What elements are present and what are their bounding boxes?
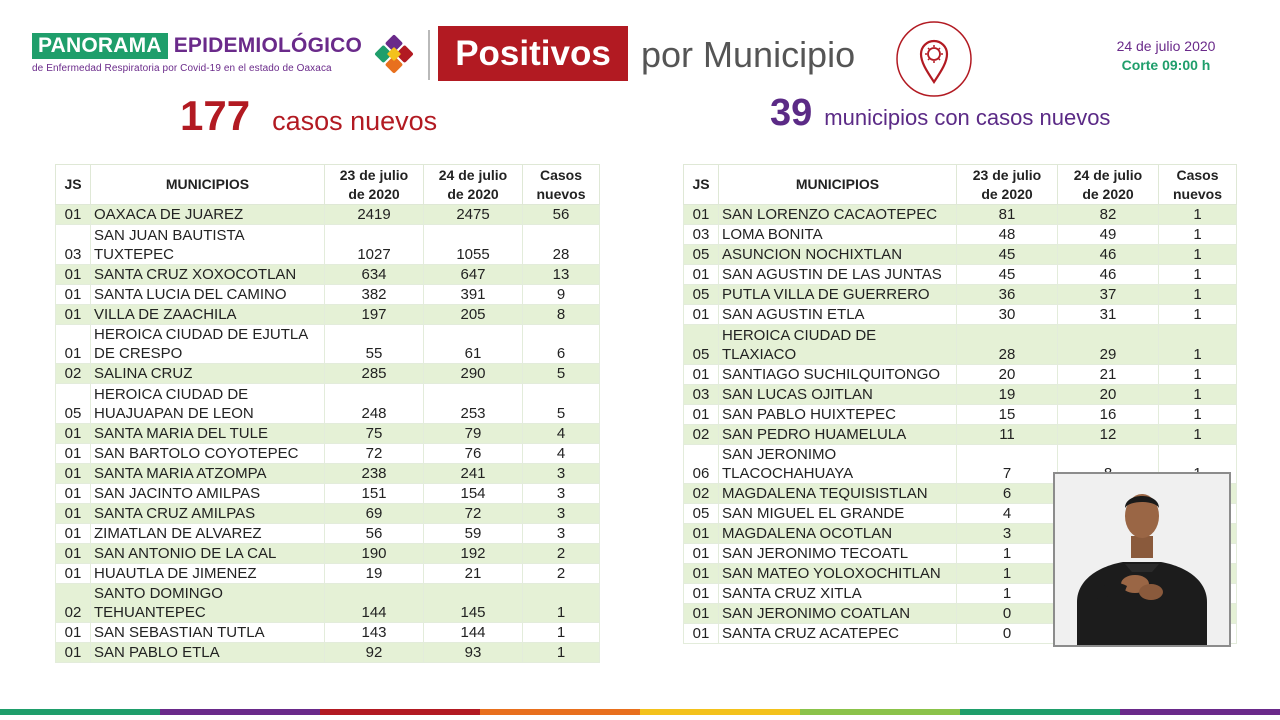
- cell-casos-nuevos: 4: [523, 423, 600, 443]
- cell-municipio: SAN LUCAS OJITLAN: [719, 384, 957, 404]
- table-row: [684, 424, 1237, 444]
- brand-subtitle: de Enfermedad Respiratoria por Covid-19 en el estado de Oaxaca: [32, 63, 332, 74]
- cell-municipio: SAN LORENZO CACAOTEPEC: [719, 205, 957, 225]
- cell-js: 03: [56, 225, 91, 265]
- cell-23-julio: 238: [325, 463, 424, 483]
- cell-municipio: SANTIAGO SUCHILQUITONGO: [719, 364, 957, 384]
- cell-24-julio: 21: [424, 563, 523, 583]
- sign-language-interpreter-icon: [1055, 474, 1229, 645]
- cell-24-julio: 37: [1058, 285, 1159, 305]
- cell-js: 01: [56, 483, 91, 503]
- stripe-segment: [320, 709, 480, 715]
- cell-23-julio: 1: [957, 564, 1058, 584]
- cell-js: 01: [684, 544, 719, 564]
- cell-casos-nuevos: 13: [523, 264, 600, 284]
- cell-24-julio: 241: [424, 463, 523, 483]
- cell-casos-nuevos: 5: [523, 384, 600, 424]
- header-casos-nuevos: Casos nuevos: [523, 165, 600, 205]
- left-municipalities-table: [55, 164, 600, 663]
- cell-js: 01: [684, 404, 719, 424]
- cell-23-julio: 144: [325, 583, 424, 623]
- cell-municipio: SAN AGUSTIN DE LAS JUNTAS: [719, 265, 957, 285]
- cell-js: 01: [56, 284, 91, 304]
- table-row: [56, 205, 600, 225]
- cell-js: 01: [56, 443, 91, 463]
- cell-24-julio: 205: [424, 304, 523, 324]
- cell-js: 05: [684, 325, 719, 365]
- header-24-julio: 24 de julio de 2020: [1058, 165, 1159, 205]
- cell-municipio: SAN JERONIMO TECOATL: [719, 544, 957, 564]
- cell-casos-nuevos: 2: [523, 563, 600, 583]
- cell-casos-nuevos: 1: [1159, 424, 1237, 444]
- table-row: [56, 284, 600, 304]
- cell-municipio: ZIMATLAN DE ALVAREZ: [91, 523, 325, 543]
- cell-js: 05: [684, 504, 719, 524]
- cell-24-julio: 46: [1058, 245, 1159, 265]
- cell-municipio: SAN SEBASTIAN TUTLA: [91, 623, 325, 643]
- stripe-segment: [640, 709, 800, 715]
- cell-23-julio: 7: [957, 444, 1058, 484]
- cell-js: 01: [56, 423, 91, 443]
- cell-municipio: SALINA CRUZ: [91, 364, 325, 384]
- cell-municipio: VILLA DE ZAACHILA: [91, 304, 325, 324]
- cell-24-julio: 192: [424, 543, 523, 563]
- cell-23-julio: 11: [957, 424, 1058, 444]
- date-block: [1092, 37, 1240, 75]
- cell-casos-nuevos: 1: [523, 623, 600, 643]
- cell-casos-nuevos: 3: [523, 503, 600, 523]
- cell-23-julio: 92: [325, 643, 424, 663]
- cell-23-julio: 20: [957, 364, 1058, 384]
- bottom-color-stripe: [0, 709, 1280, 715]
- cell-24-julio: 16: [1058, 404, 1159, 424]
- table-row: [56, 583, 600, 623]
- cell-casos-nuevos: 1: [523, 643, 600, 663]
- cell-casos-nuevos: 5: [523, 364, 600, 384]
- header-js: JS: [684, 165, 719, 205]
- cell-23-julio: 30: [957, 305, 1058, 325]
- new-cases-summary: [180, 92, 437, 140]
- cell-23-julio: 75: [325, 423, 424, 443]
- cell-casos-nuevos: 1: [1159, 305, 1237, 325]
- stripe-segment: [800, 709, 960, 715]
- cell-23-julio: 143: [325, 623, 424, 643]
- cell-23-julio: 69: [325, 503, 424, 523]
- table-row: [684, 265, 1237, 285]
- cell-24-julio: 31: [1058, 305, 1159, 325]
- table-row: [684, 384, 1237, 404]
- cell-js: 01: [684, 584, 719, 604]
- virus-location-pin-icon: [895, 20, 973, 98]
- cell-24-julio: 82: [1058, 205, 1159, 225]
- cell-23-julio: 0: [957, 624, 1058, 644]
- cell-23-julio: 151: [325, 483, 424, 503]
- cell-23-julio: 0: [957, 604, 1058, 624]
- cell-casos-nuevos: 9: [523, 284, 600, 304]
- cell-23-julio: 190: [325, 543, 424, 563]
- stripe-segment: [0, 709, 160, 715]
- cell-23-julio: 19: [957, 384, 1058, 404]
- cell-municipio: SAN JERONIMO TLACOCHAHUAYA: [719, 444, 957, 484]
- cell-casos-nuevos: 4: [523, 443, 600, 463]
- cell-js: 03: [684, 384, 719, 404]
- table-row: [684, 305, 1237, 325]
- municipalities-summary: [770, 92, 1110, 135]
- cell-municipio: HEROICA CIUDAD DE HUAJUAPAN DE LEON: [91, 384, 325, 424]
- cell-js: 05: [684, 245, 719, 265]
- cell-23-julio: 3: [957, 524, 1058, 544]
- table-row: [684, 205, 1237, 225]
- table-row: [56, 463, 600, 483]
- cell-casos-nuevos: 3: [523, 463, 600, 483]
- cell-js: 06: [684, 444, 719, 484]
- cell-24-julio: 59: [424, 523, 523, 543]
- cell-municipio: LOMA BONITA: [719, 225, 957, 245]
- cell-23-julio: 1027: [325, 225, 424, 265]
- cell-24-julio: 29: [1058, 325, 1159, 365]
- cell-casos-nuevos: 8: [523, 304, 600, 324]
- cell-municipio: SAN MATEO YOLOXOCHITLAN: [719, 564, 957, 584]
- cell-casos-nuevos: 1: [1159, 285, 1237, 305]
- cell-js: 02: [684, 424, 719, 444]
- cell-24-julio: 21: [1058, 364, 1159, 384]
- cell-23-julio: 248: [325, 384, 424, 424]
- cell-js: 01: [56, 543, 91, 563]
- cell-casos-nuevos: 28: [523, 225, 600, 265]
- report-cutoff: Corte 09:00 h: [1121, 57, 1211, 73]
- table-header-row: [684, 165, 1237, 205]
- table-row: [56, 304, 600, 324]
- cell-js: 01: [684, 604, 719, 624]
- table-row: [56, 443, 600, 463]
- cell-casos-nuevos: 1: [1159, 384, 1237, 404]
- table-row: [684, 245, 1237, 265]
- cell-js: 01: [56, 623, 91, 643]
- cell-casos-nuevos: 3: [523, 483, 600, 503]
- cell-municipio: HUAUTLA DE JIMENEZ: [91, 563, 325, 583]
- municipalities-label: municipios con casos nuevos: [824, 105, 1111, 130]
- cell-casos-nuevos: 1: [1159, 364, 1237, 384]
- cell-municipio: PUTLA VILLA DE GUERRERO: [719, 285, 957, 305]
- cell-23-julio: 15: [957, 404, 1058, 424]
- cell-23-julio: 19: [325, 563, 424, 583]
- table-row: [56, 623, 600, 643]
- table-row: [56, 643, 600, 663]
- table-row: [56, 563, 600, 583]
- table-row: [56, 384, 600, 424]
- table-row: [684, 325, 1237, 365]
- cell-24-julio: 46: [1058, 265, 1159, 285]
- table-row: [684, 285, 1237, 305]
- cell-js: 03: [684, 225, 719, 245]
- cell-js: 01: [56, 324, 91, 364]
- header-js: JS: [56, 165, 91, 205]
- title-por-municipio: por Municipio: [641, 34, 856, 75]
- cell-casos-nuevos: 56: [523, 205, 600, 225]
- new-cases-count: 177: [180, 92, 251, 139]
- table-row: [684, 364, 1237, 384]
- cell-24-julio: 647: [424, 264, 523, 284]
- cell-municipio: MAGDALENA TEQUISISTLAN: [719, 484, 957, 504]
- cell-municipio: OAXACA DE JUAREZ: [91, 205, 325, 225]
- stripe-segment: [480, 709, 640, 715]
- cell-municipio: ASUNCION NOCHIXTLAN: [719, 245, 957, 265]
- table-row: [56, 225, 600, 265]
- cell-js: 01: [56, 643, 91, 663]
- cell-casos-nuevos: 1: [1159, 225, 1237, 245]
- cell-23-julio: 56: [325, 523, 424, 543]
- header-23-julio: 23 de julio de 2020: [325, 165, 424, 205]
- cell-js: 01: [684, 564, 719, 584]
- header-casos-nuevos: Casos nuevos: [1159, 165, 1237, 205]
- cell-js: 01: [56, 205, 91, 225]
- header-municipios: MUNICIPIOS: [91, 165, 325, 205]
- cell-24-julio: 49: [1058, 225, 1159, 245]
- cell-js: 01: [684, 205, 719, 225]
- table-row: [56, 324, 600, 364]
- cell-24-julio: 72: [424, 503, 523, 523]
- cell-municipio: SANTA MARIA ATZOMPA: [91, 463, 325, 483]
- table-row: [56, 364, 600, 384]
- cell-23-julio: 36: [957, 285, 1058, 305]
- cell-23-julio: 285: [325, 364, 424, 384]
- cell-municipio: SAN ANTONIO DE LA CAL: [91, 543, 325, 563]
- cell-23-julio: 45: [957, 245, 1058, 265]
- header-divider: [428, 30, 430, 80]
- stripe-segment: [1120, 709, 1280, 715]
- header-23-julio: 23 de julio de 2020: [957, 165, 1058, 205]
- cell-23-julio: 382: [325, 284, 424, 304]
- cell-js: 01: [56, 523, 91, 543]
- cell-js: 01: [684, 524, 719, 544]
- table-row: [684, 225, 1237, 245]
- cell-municipio: HEROICA CIUDAD DE TLAXIACO: [719, 325, 957, 365]
- cell-municipio: MAGDALENA OCOTLAN: [719, 524, 957, 544]
- cell-municipio: SAN PABLO HUIXTEPEC: [719, 404, 957, 424]
- cell-js: 05: [684, 285, 719, 305]
- cell-municipio: SANTA MARIA DEL TULE: [91, 423, 325, 443]
- table-row: [684, 404, 1237, 424]
- cell-municipio: SAN JERONIMO COATLAN: [719, 604, 957, 624]
- cell-casos-nuevos: 1: [1159, 205, 1237, 225]
- cell-23-julio: 1: [957, 584, 1058, 604]
- table-row: [56, 423, 600, 443]
- brand-epidemiologico: EPIDEMIOLÓGICO: [173, 34, 363, 57]
- cell-24-julio: 391: [424, 284, 523, 304]
- cell-municipio: SAN JUAN BAUTISTA TUXTEPEC: [91, 225, 325, 265]
- cell-23-julio: 634: [325, 264, 424, 284]
- cell-24-julio: 79: [424, 423, 523, 443]
- cell-js: 01: [684, 265, 719, 285]
- cell-24-julio: 93: [424, 643, 523, 663]
- cell-23-julio: 45: [957, 265, 1058, 285]
- cell-js: 02: [56, 583, 91, 623]
- cell-23-julio: 4: [957, 504, 1058, 524]
- cell-js: 01: [684, 364, 719, 384]
- cell-23-julio: 6: [957, 484, 1058, 504]
- table-row: [56, 523, 600, 543]
- cell-24-julio: 61: [424, 324, 523, 364]
- header-24-julio: 24 de julio de 2020: [424, 165, 523, 205]
- cell-js: 05: [56, 384, 91, 424]
- cell-24-julio: 253: [424, 384, 523, 424]
- cell-23-julio: 1: [957, 544, 1058, 564]
- brand-logo: [32, 32, 362, 74]
- table-row: [56, 543, 600, 563]
- report-date: 24 de julio 2020: [1116, 38, 1216, 54]
- cell-24-julio: 20: [1058, 384, 1159, 404]
- table-row: [56, 503, 600, 523]
- cell-casos-nuevos: 2: [523, 543, 600, 563]
- sign-language-interpreter-video: [1053, 472, 1231, 647]
- header-municipios: MUNICIPIOS: [719, 165, 957, 205]
- table-row: [56, 264, 600, 284]
- cell-municipio: SANTO DOMINGO TEHUANTEPEC: [91, 583, 325, 623]
- brand-panorama: PANORAMA: [32, 33, 168, 59]
- cell-municipio: SAN AGUSTIN ETLA: [719, 305, 957, 325]
- cell-23-julio: 2419: [325, 205, 424, 225]
- cell-casos-nuevos: 1: [1159, 404, 1237, 424]
- table-row: [56, 483, 600, 503]
- cell-js: 01: [56, 304, 91, 324]
- mosaic-logo-icon: [372, 32, 416, 76]
- cell-municipio: SANTA CRUZ XOXOCOTLAN: [91, 264, 325, 284]
- cell-casos-nuevos: 3: [523, 523, 600, 543]
- cell-23-julio: 197: [325, 304, 424, 324]
- cell-js: 02: [684, 484, 719, 504]
- cell-js: 01: [56, 503, 91, 523]
- cell-casos-nuevos: 1: [1159, 265, 1237, 285]
- cell-23-julio: 55: [325, 324, 424, 364]
- cell-24-julio: 290: [424, 364, 523, 384]
- cell-24-julio: 1055: [424, 225, 523, 265]
- cell-24-julio: 76: [424, 443, 523, 463]
- cell-municipio: SAN PEDRO HUAMELULA: [719, 424, 957, 444]
- cell-24-julio: 154: [424, 483, 523, 503]
- table-header-row: [56, 165, 600, 205]
- cell-municipio: HEROICA CIUDAD DE EJUTLA DE CRESPO: [91, 324, 325, 364]
- cell-municipio: SANTA CRUZ XITLA: [719, 584, 957, 604]
- cell-js: 01: [56, 463, 91, 483]
- new-cases-label: casos nuevos: [272, 106, 438, 136]
- cell-municipio: SAN MIGUEL EL GRANDE: [719, 504, 957, 524]
- cell-24-julio: 2475: [424, 205, 523, 225]
- cell-casos-nuevos: 6: [523, 324, 600, 364]
- stripe-segment: [160, 709, 320, 715]
- cell-24-julio: 145: [424, 583, 523, 623]
- cell-js: 01: [684, 305, 719, 325]
- cell-js: 01: [56, 264, 91, 284]
- cell-24-julio: 144: [424, 623, 523, 643]
- cell-js: 02: [56, 364, 91, 384]
- cell-js: 01: [56, 563, 91, 583]
- cell-municipio: SAN BARTOLO COYOTEPEC: [91, 443, 325, 463]
- cell-23-julio: 28: [957, 325, 1058, 365]
- cell-23-julio: 72: [325, 443, 424, 463]
- title-positivos: Positivos: [438, 26, 628, 81]
- cell-24-julio: 12: [1058, 424, 1159, 444]
- cell-municipio: SANTA CRUZ ACATEPEC: [719, 624, 957, 644]
- municipalities-count: 39: [770, 92, 813, 134]
- cell-casos-nuevos: 1: [523, 583, 600, 623]
- cell-municipio: SAN PABLO ETLA: [91, 643, 325, 663]
- cell-municipio: SANTA LUCIA DEL CAMINO: [91, 284, 325, 304]
- cell-municipio: SANTA CRUZ AMILPAS: [91, 503, 325, 523]
- cell-23-julio: 81: [957, 205, 1058, 225]
- cell-23-julio: 48: [957, 225, 1058, 245]
- cell-casos-nuevos: 1: [1159, 245, 1237, 265]
- cell-casos-nuevos: 1: [1159, 325, 1237, 365]
- cell-js: 01: [684, 624, 719, 644]
- cell-municipio: SAN JACINTO AMILPAS: [91, 483, 325, 503]
- stripe-segment: [960, 709, 1120, 715]
